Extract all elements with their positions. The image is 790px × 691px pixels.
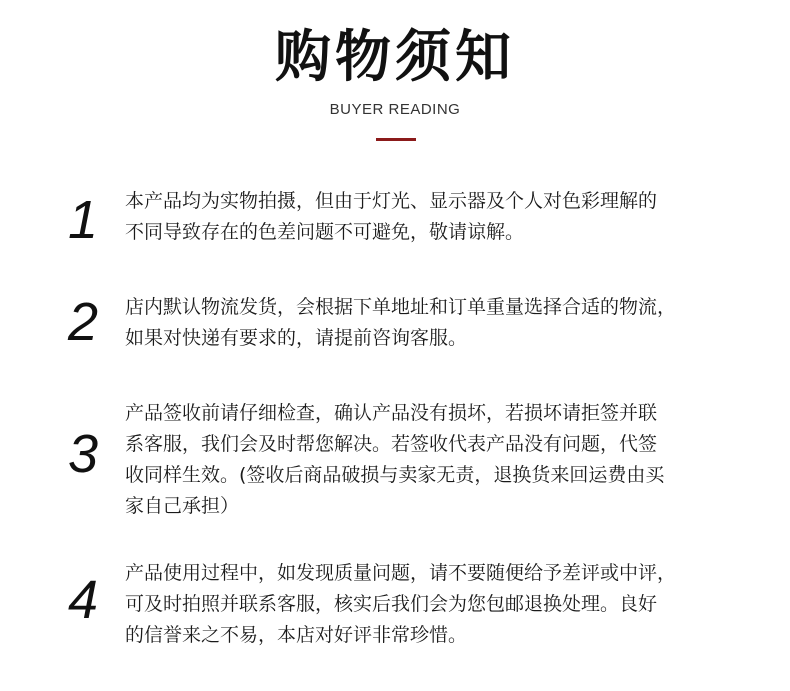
- item-text-line: 如果对快递有要求的，请提前咨询客服。: [125, 327, 468, 349]
- item-text-line: 产品使用过程中，如发现质量问题，请不要随便给予差评或中评，: [125, 562, 677, 584]
- item-text-line: 产品签收前请仔细检查，确认产品没有损坏，若损坏请拒签并联: [125, 402, 658, 424]
- item-text: [125, 186, 750, 248]
- item-text-line: 收同样生效。(签收后商品破损与卖家无责，退换货来回运费由买: [125, 464, 665, 486]
- item-text-line: 可及时拍照并联系客服，核实后我们会为您包邮退换处理。良好: [125, 593, 658, 615]
- item-text: [125, 558, 750, 651]
- item-text-line: 系客服，我们会及时帮您解决。若签收代表产品没有问题，代签: [125, 433, 658, 455]
- page-subtitle: BUYER READING: [329, 101, 461, 118]
- item-text: [125, 292, 750, 354]
- accent-divider: [376, 138, 416, 141]
- item-number: 2: [67, 292, 99, 352]
- item-text: [125, 398, 750, 522]
- item-text-line: 的信誉来之不易，本店对好评非常珍惜。: [125, 624, 468, 646]
- item-text-line: 本产品均为实物拍摄，但由于灯光、显示器及个人对色彩理解的: [125, 190, 658, 212]
- item-text-line: 不同导致存在的色差问题不可避免，敬请谅解。: [125, 221, 525, 243]
- item-text-line: 家自己承担）: [125, 495, 240, 517]
- item-number: 4: [67, 570, 99, 630]
- item-text-line: 店内默认物流发货，会根据下单地址和订单重量选择合适的物流，: [125, 296, 677, 318]
- item-number: 1: [67, 190, 99, 250]
- page-title: 购物须知: [275, 25, 515, 90]
- item-number: 3: [67, 424, 99, 484]
